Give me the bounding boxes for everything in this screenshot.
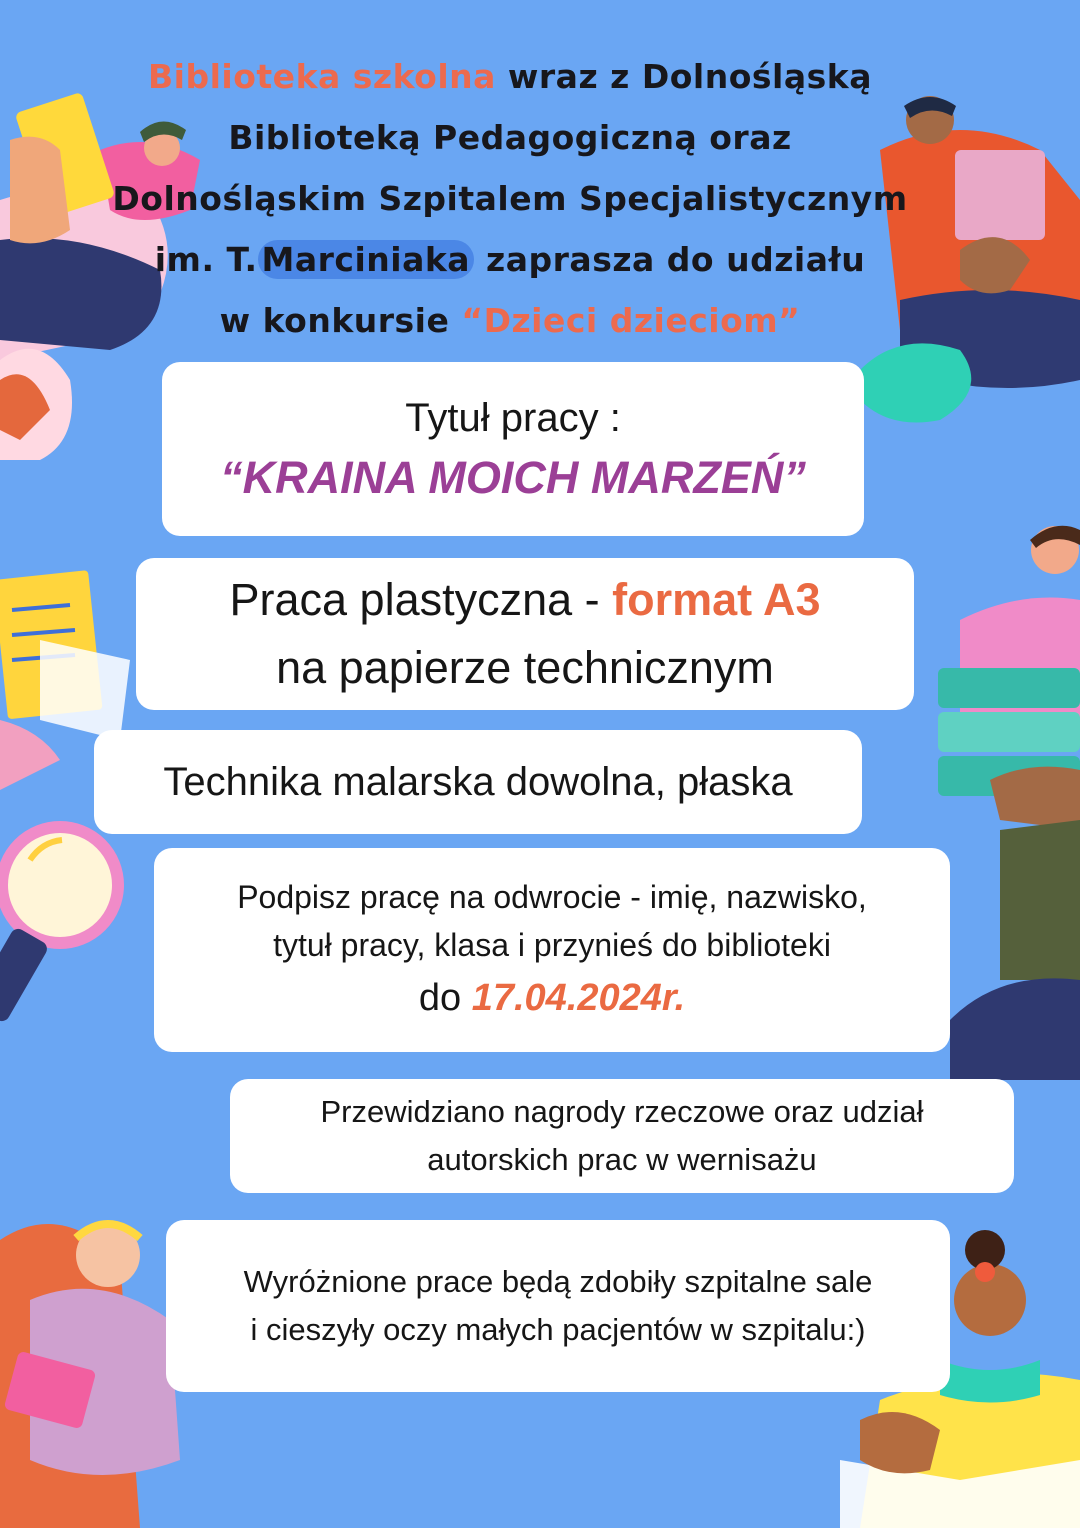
- header-line-5: w konkursie “Dzieci dzieciom”: [219, 301, 801, 340]
- invitation-header: [60, 46, 960, 351]
- school-library-highlight: Biblioteka szkolna: [148, 57, 496, 96]
- header-line-2: Biblioteką Pedagogiczną oraz: [228, 118, 792, 157]
- technique-text: Technika malarska dowolna, płaska: [163, 760, 793, 804]
- technique-card: [94, 730, 862, 834]
- format-accent: format A3: [612, 574, 821, 625]
- title-label: Tytuł pracy :: [405, 396, 621, 440]
- header-line-3: Dolnośląskim Szpitalem Specjalistycznym: [112, 179, 908, 218]
- contest-title: “KRAINA MOICH MARZEŃ”: [220, 452, 806, 503]
- reader-bottom-left-illustration: [0, 1223, 180, 1528]
- reader-right-middle-illustration: [938, 526, 1080, 1080]
- final-line-1: Wyróżnione prace będą zdobiły szpitalne sale: [243, 1264, 873, 1299]
- format-line-1: Praca plastyczna - format A3: [229, 574, 821, 625]
- final-line-2: i cieszyły oczy małych pacjentów w szpitalu:): [250, 1312, 866, 1347]
- format-card: [136, 558, 914, 710]
- sign-line-3: do 17.04.2024r.: [418, 977, 686, 1019]
- contest-name-highlight: “Dzieci dzieciom”: [461, 301, 801, 340]
- name-highlight-pill: Marciniaka: [258, 240, 475, 279]
- prizes-line-1: Przewidziano nagrody rzeczowe oraz udział: [320, 1094, 924, 1129]
- final-card: [166, 1220, 950, 1392]
- deadline-date: 17.04.2024r.: [471, 977, 686, 1019]
- header-line-1: Biblioteka szkolna wraz z Dolnośląską: [148, 57, 872, 96]
- prizes-line-2: autorskich prac w wernisażu: [427, 1142, 817, 1177]
- sign-card: [154, 848, 950, 1052]
- prizes-card: [230, 1079, 1014, 1193]
- magnifier-illustration: [0, 827, 118, 1024]
- sign-line-1: Podpisz pracę na odwrocie - imię, nazwisko,: [237, 879, 867, 915]
- format-line-2: na papierze technicznym: [276, 642, 774, 693]
- sign-line-2: tytuł pracy, klasa i przynieś do biblioteki: [273, 927, 831, 963]
- header-line-4: im. T. Marciniaka zaprasza do udziału: [154, 240, 866, 279]
- title-card: [162, 362, 864, 536]
